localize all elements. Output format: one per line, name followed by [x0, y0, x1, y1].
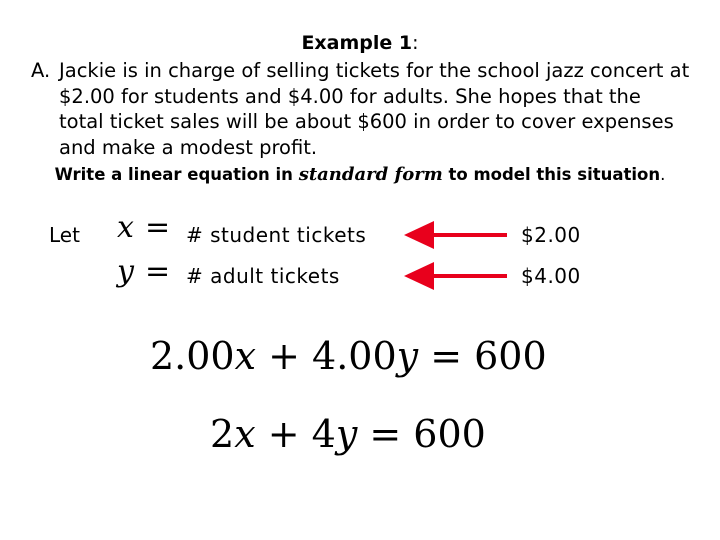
definition-y: # adult tickets [186, 264, 340, 288]
problem-line-4: and make a modest profit. [59, 135, 318, 159]
eq1-plus: + [256, 334, 313, 378]
variable-y: y [117, 254, 134, 289]
eq1-coef-b: 4.00 [312, 334, 397, 378]
equals-y: = [145, 254, 171, 289]
eq2-coef-b: 4 [311, 412, 336, 456]
equation-integer [210, 412, 486, 456]
eq2-coef-a: 2 [210, 412, 235, 456]
let-label: Let [49, 223, 80, 247]
eq1-var-y: y [396, 334, 419, 378]
problem-line-2: $2.00 for students and $4.00 for adults. She hopes that the [59, 84, 641, 108]
eq1-coef-a: 2.00 [150, 334, 235, 378]
arrow-head [404, 262, 434, 290]
instruction-period: . [660, 165, 666, 184]
problem-paragraph [31, 58, 701, 160]
problem-line-1 [31, 58, 701, 84]
definition-x: # student tickets [186, 223, 367, 247]
problem-text-1: Jackie is in charge of selling tickets for the school jazz concert at [59, 59, 690, 82]
example-title-colon: : [412, 32, 419, 54]
price-y: $4.00 [521, 264, 581, 288]
eq1-var-x: x [234, 334, 257, 378]
problem-marker: A. [31, 59, 51, 82]
example-title-text: Example 1 [301, 32, 413, 54]
instruction-before: Write a linear equation in [54, 165, 299, 184]
arrow-head [404, 221, 434, 249]
eq1-rhs: = 600 [418, 334, 547, 378]
price-x: $2.00 [521, 223, 581, 247]
example-title [0, 32, 720, 54]
problem-line-3: total ticket sales will be about $600 in order to cover expenses [59, 110, 674, 133]
arrow-left-icon [404, 220, 508, 250]
eq2-var-x: x [234, 412, 256, 456]
arrow-left-icon [404, 261, 508, 291]
eq2-rhs: = 600 [357, 412, 486, 456]
equals-x: = [145, 210, 171, 245]
variable-x: x [117, 210, 134, 245]
instruction-emphasis: standard form [298, 164, 443, 185]
instruction [0, 164, 720, 185]
equation-decimal [150, 334, 547, 378]
instruction-after: to model this situation [442, 165, 661, 184]
eq2-plus: + [255, 412, 312, 456]
eq2-var-y: y [335, 412, 358, 456]
